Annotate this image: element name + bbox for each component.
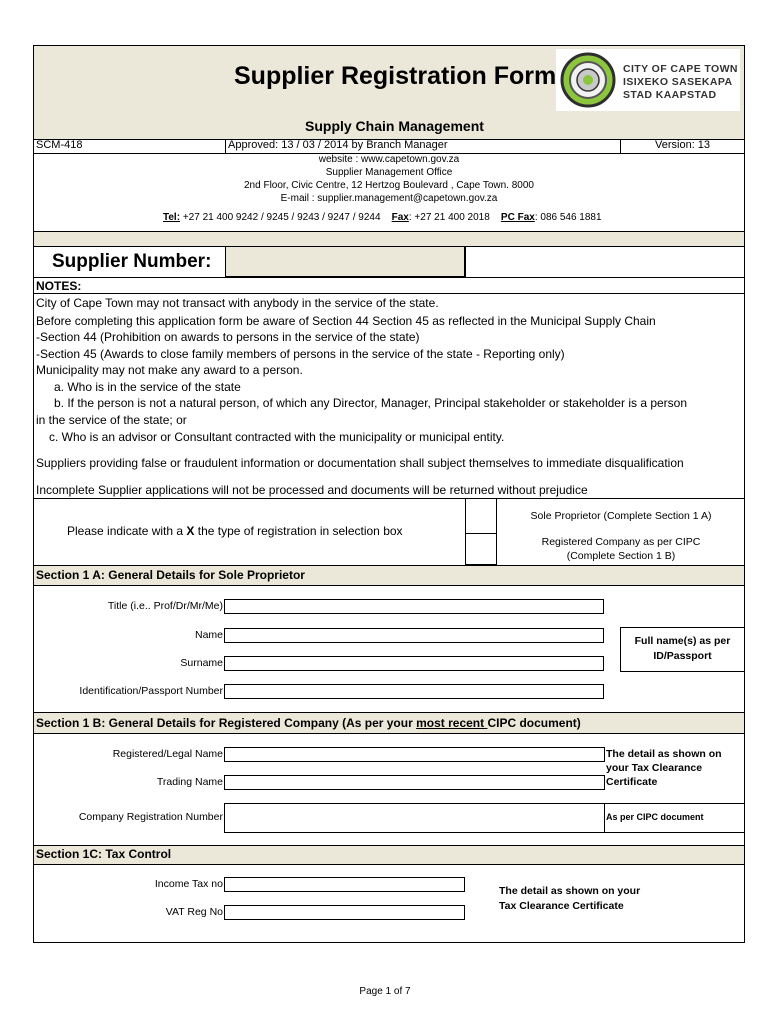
- section-1b-heading-text: Section 1 B: General Details for Registered Company (As per your: [36, 716, 417, 730]
- supplier-number-field[interactable]: [225, 246, 465, 277]
- false-info-note: Suppliers providing false or fraudulent information or documentation shall subject themselves to immediate disqualification: [36, 456, 684, 470]
- logo-line-2: ISIXEKO SASEKAPA: [623, 76, 733, 88]
- supplier-number-label: Supplier Number:: [52, 251, 212, 272]
- section-1b-heading: [36, 716, 581, 730]
- surname-input[interactable]: [224, 656, 604, 671]
- notes-line: -Section 45 (Awards to close family members of persons in the service of the state - Reporting only): [36, 347, 565, 361]
- divider: [225, 139, 226, 153]
- logo-line-3: STAD KAAPSTAD: [623, 89, 717, 101]
- form-subtitle: Supply Chain Management: [305, 118, 484, 134]
- fax-label: Fax: [391, 212, 409, 223]
- section-1a-heading: Section 1 A: General Details for Sole Proprietor: [36, 568, 305, 582]
- trading-name-input[interactable]: [224, 775, 605, 790]
- tel-value: +27 21 400 9242 / 9245 / 9243 / 9247 / 9244: [180, 212, 381, 223]
- company-reg-label: Company Registration Number: [78, 811, 223, 823]
- trading-name-label: Trading Name: [156, 776, 223, 788]
- legal-name-label: Registered/Legal Name: [112, 748, 223, 760]
- full-name-note: Full name(s) as per: [634, 635, 731, 647]
- form-code: SCM-418: [36, 139, 83, 151]
- notes-line: a. Who is in the service of the state: [54, 380, 241, 394]
- incomplete-note: Incomplete Supplier applications will not be processed and documents will be returned without prejudice: [36, 483, 588, 497]
- logo-line-1: CITY OF CAPE TOWN: [623, 63, 738, 75]
- fax-value: : +27 21 400 2018: [408, 212, 490, 223]
- notes-line: Municipality may not make any award to a person.: [36, 363, 303, 377]
- notes-line: b. If the person is not a natural person, of which any Director, Manager, Principal stakeholder or stakeholder is a person: [54, 396, 688, 410]
- id-passport-input[interactable]: [224, 684, 604, 699]
- title-label: Title (i.e.. Prof/Dr/Mr/Me): [107, 600, 223, 612]
- email-text: E-mail : supplier.management@capetown.gov.za: [280, 193, 498, 204]
- divider: [34, 498, 744, 499]
- version-text: Version: 13: [655, 139, 711, 151]
- vat-reg-input[interactable]: [224, 905, 465, 920]
- cipc-note: As per CIPC document: [606, 812, 704, 822]
- title-input[interactable]: [224, 599, 604, 614]
- sole-proprietor-checkbox[interactable]: [465, 498, 497, 534]
- notes-line: Before completing this application form be aware of Section 44 Section 45 as reflected in the Municipal Supply Chain: [36, 314, 656, 328]
- notes-heading: NOTES:: [36, 279, 82, 293]
- notes-line: in the service of the state; or: [36, 413, 187, 427]
- registration-type-prompt: [67, 524, 403, 538]
- divider: [620, 139, 621, 153]
- option-registered-company: Registered Company as per CIPC: [541, 536, 701, 548]
- name-input[interactable]: [224, 628, 604, 643]
- registered-company-checkbox[interactable]: [465, 533, 497, 565]
- notes-line: c. Who is an advisor or Consultant contracted with the municipality or municipal entity.: [49, 430, 505, 444]
- legal-name-input[interactable]: [224, 747, 605, 762]
- approval-text: Approved: 13 / 03 / 2014 by Branch Manager: [228, 139, 448, 151]
- section-1b-heading-underline: most recent: [416, 716, 488, 730]
- pcfax-label: PC Fax: [500, 212, 535, 223]
- website-text: website : www.capetown.gov.za: [318, 154, 460, 165]
- tax-clearance-note: Certificate: [606, 776, 658, 788]
- divider: [604, 803, 605, 833]
- spacer-band: [34, 231, 744, 247]
- vat-reg-label: VAT Reg No: [165, 906, 223, 918]
- income-tax-input[interactable]: [224, 877, 465, 892]
- option-sole-proprietor: Sole Proprietor (Complete Section 1 A): [530, 510, 712, 522]
- contact-line: [163, 212, 602, 223]
- tax-control-note: Tax Clearance Certificate: [499, 900, 624, 912]
- city-seal-icon: [559, 51, 617, 109]
- name-label: Name: [194, 629, 223, 641]
- pcfax-value: : 086 546 1881: [534, 212, 602, 223]
- id-passport-label: Identification/Passport Number: [79, 685, 223, 697]
- section-1c-heading: Section 1C: Tax Control: [36, 847, 172, 861]
- tax-control-note: The detail as shown on your: [499, 885, 641, 897]
- tel-label: Tel:: [163, 212, 181, 223]
- address-text: 2nd Floor, Civic Centre, 12 Hertzog Boulevard , Cape Town. 8000: [244, 180, 534, 191]
- prompt-before: Please indicate with a: [67, 524, 187, 538]
- income-tax-label: Income Tax no: [154, 878, 223, 890]
- notes-line: City of Cape Town may not transact with anybody in the service of the state.: [36, 296, 439, 310]
- divider: [34, 293, 744, 294]
- surname-label: Surname: [180, 657, 223, 669]
- divider: [465, 246, 466, 277]
- city-logo: [556, 49, 740, 111]
- form-title: Supplier Registration Form: [234, 62, 557, 90]
- prompt-x: X: [186, 524, 195, 538]
- tax-clearance-note: your Tax Clearance: [606, 762, 703, 774]
- page-number: Page 1 of 7: [359, 986, 411, 997]
- section-1b-heading-end: CIPC document): [487, 716, 581, 730]
- notes-line: -Section 44 (Prohibition on awards to persons in the service of the state): [36, 330, 420, 344]
- full-name-note: ID/Passport: [653, 650, 712, 662]
- option-registered-company-note: (Complete Section 1 B): [566, 550, 676, 562]
- tax-clearance-note: The detail as shown on: [606, 748, 722, 760]
- divider: [34, 277, 744, 278]
- office-text: Supplier Management Office: [325, 167, 453, 178]
- prompt-after: the type of registration in selection box: [194, 524, 403, 538]
